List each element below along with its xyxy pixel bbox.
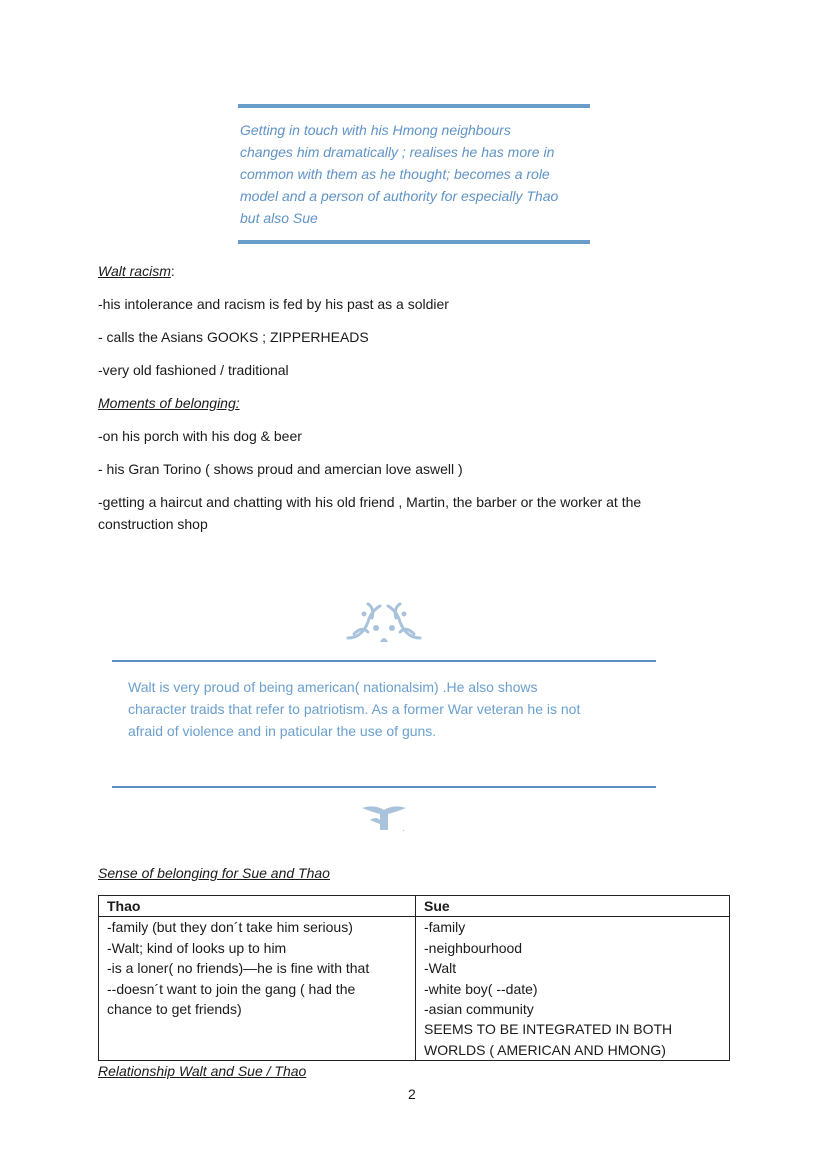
list-item: -family (but they don´t take him serious)	[107, 919, 353, 936]
quote-line: but also Sue	[240, 210, 318, 226]
list-item: -Walt	[424, 960, 457, 977]
table-row	[99, 917, 730, 1061]
quote-line: Getting in touch with his Hmong neighbours	[240, 122, 511, 138]
quote-line: common with them as he thought; becomes a role	[240, 166, 550, 182]
quote-top-rule	[238, 104, 590, 108]
belonging-table-wrapper	[98, 895, 730, 1061]
list-item: -asian community	[424, 1001, 534, 1018]
table-header-thao: Thao	[99, 896, 416, 917]
quote2-top-rule	[112, 660, 656, 662]
walt-racism-heading-text: Walt racism	[98, 263, 171, 279]
list-item: -Walt; kind of looks up to him	[107, 939, 287, 956]
fleuron-ornament-icon	[360, 802, 408, 836]
thao-cell	[99, 917, 416, 1061]
page-number: 2	[408, 1086, 416, 1102]
walt-racism-heading	[98, 260, 175, 282]
list-item: -is a loner( no friends)—he is fine with that	[107, 960, 370, 977]
table-header-sue: Sue	[416, 896, 730, 917]
list-item: -neighbourhood	[424, 939, 523, 956]
belonging-table	[98, 895, 730, 1061]
sue-cell	[416, 917, 730, 1061]
belonging-point: -on his porch with his dog & beer	[98, 428, 302, 444]
floral-ornament-icon	[342, 598, 426, 648]
quote-line: Walt is very proud of being american( nationalsim) .He also shows	[128, 679, 538, 695]
list-item: -white boy( --date)	[424, 980, 538, 997]
quote-line: afraid of violence and in paticular the use of guns.	[128, 723, 437, 739]
racism-point: - calls the Asians GOOKS ; ZIPPERHEADS	[98, 329, 369, 345]
pull-quote-patriotism	[128, 676, 668, 742]
heading-colon: :	[170, 263, 175, 279]
moments-of-belonging-heading: Moments of belonging:	[98, 395, 240, 411]
list-item: SEEMS TO BE INTEGRATED IN BOTH	[424, 1021, 673, 1038]
quote2-bottom-rule	[112, 786, 656, 788]
trailing-dot: .	[402, 823, 405, 834]
racism-point: -very old fashioned / traditional	[98, 362, 289, 378]
list-item: -family	[424, 919, 466, 936]
belonging-point: -getting a haircut and chatting with his old friend , Martin, the barber or the worker at the	[98, 494, 642, 510]
pull-quote-hmong	[240, 119, 600, 229]
table-header-row	[99, 896, 730, 917]
belonging-point: construction shop	[98, 516, 208, 532]
racism-point: -his intolerance and racism is fed by his past as a soldier	[98, 296, 449, 312]
quote-line: changes him dramatically ; realises he has more in	[240, 144, 555, 160]
list-item: WORLDS ( AMERICAN AND HMONG)	[424, 1041, 666, 1058]
list-item: --doesn´t want to join the gang ( had the	[107, 980, 356, 997]
list-item: chance to get friends)	[107, 1001, 242, 1018]
sense-of-belonging-heading: Sense of belonging for Sue and Thao	[98, 865, 330, 881]
quote-line: character traids that refer to patriotism. As a former War veteran he is not	[128, 701, 581, 717]
relationship-heading: Relationship Walt and Sue / Thao	[98, 1063, 307, 1079]
quote-line: model and a person of authority for especially Thao	[240, 188, 559, 204]
quote-bottom-rule	[238, 240, 590, 244]
belonging-point: - his Gran Torino ( shows proud and amercian love aswell )	[98, 461, 463, 477]
